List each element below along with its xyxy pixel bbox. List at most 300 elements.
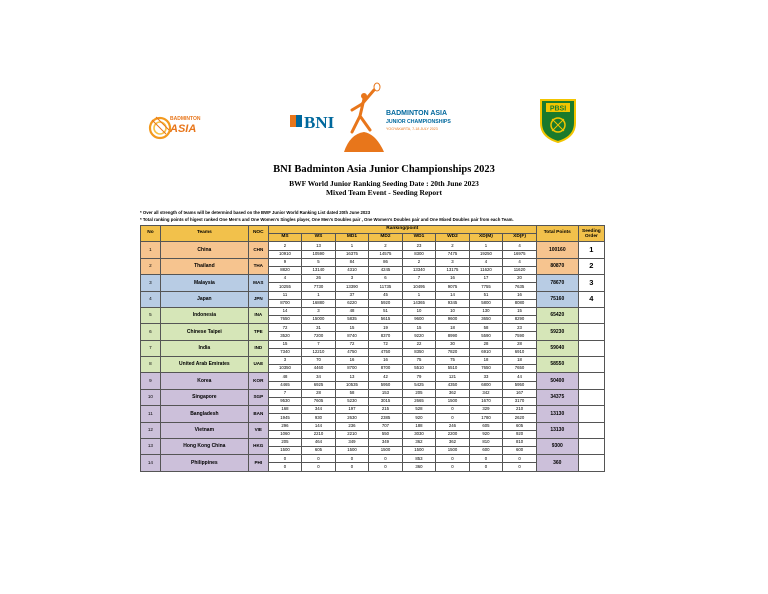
ranking-cell: 23 [402,242,436,250]
points-cell: 10590 [302,250,336,258]
points-cell: 7650 [469,365,503,373]
points-cell: 4460 [302,365,336,373]
points-cell: 2630 [335,414,369,422]
team-name: Japan [160,291,248,307]
points-cell: 0 [369,463,403,471]
ranking-cell: 14 [268,307,302,315]
team-no: 7 [141,340,161,356]
ranking-cell: 42 [369,373,403,381]
ranking-cell: 75 [402,357,436,365]
points-cell: 6910 [503,348,537,356]
header-no: No [141,226,161,242]
ranking-cell: 1 [402,291,436,299]
ranking-cell: 72 [268,324,302,332]
points-cell: 8370 [369,332,403,340]
report-subtitle: Mixed Team Event - Seeding Report [325,188,443,197]
seeding-order [578,357,604,373]
ranking-cell: 168 [268,406,302,414]
logo-bni-text: BNI [304,113,335,132]
points-cell: 1670 [469,397,503,405]
ranking-cell: 464 [302,438,336,446]
points-cell: 1780 [469,414,503,422]
points-cell: 0 [503,463,537,471]
total-points: 59040 [536,340,578,356]
ranking-cell: 45 [369,291,403,299]
team-name: Malaysia [160,275,248,291]
ranking-cell: 2 [402,258,436,266]
ranking-cell: 15 [503,307,537,315]
total-points: 13130 [536,406,578,422]
points-cell: 7755 [469,283,503,291]
team-no: 12 [141,422,161,438]
points-cell: 0 [302,463,336,471]
logo-left-line1: BADMINTON [170,116,201,122]
ranking-cell: 72 [369,340,403,348]
ranking-cell: 3 [302,307,336,315]
seeding-order [578,406,604,422]
team-name: Hong Kong China [160,438,248,454]
ranking-cell: 9 [268,258,302,266]
team-row [141,340,605,348]
ranking-cell: 121 [436,373,470,381]
points-cell: 1500 [402,447,436,455]
team-no: 5 [141,307,161,323]
points-cell: 920 [469,430,503,438]
points-cell: 920 [503,430,537,438]
ranking-cell: 197 [335,406,369,414]
ranking-cell: 23 [503,324,537,332]
team-row [141,307,605,315]
ranking-cell: 18 [503,357,537,365]
page-title: BNI Badminton Asia Junior Championships 2023 [273,164,495,175]
ranking-cell: 5 [302,258,336,266]
ranking-cell: 48 [268,373,302,381]
points-cell: 4310 [335,266,369,274]
points-cell: 9345 [436,299,470,307]
logo-left-line2: ASIA [170,123,197,135]
ranking-cell: 0 [268,455,302,463]
seeding-order [578,389,604,405]
header-event: WD2 [436,234,470,242]
points-cell: 16975 [503,250,537,258]
ranking-cell: 28 [302,389,336,397]
header-order: Seeding Order [578,226,604,242]
points-cell: 13140 [302,266,336,274]
ranking-cell: 31 [302,324,336,332]
ranking-cell: 48 [335,307,369,315]
ranking-cell: 167 [503,389,537,397]
points-cell: 8080 [503,299,537,307]
team-noc: KOR [248,373,268,389]
points-cell: 5800 [469,299,503,307]
ranking-cell: 33 [469,373,503,381]
team-row [141,357,605,365]
seeding-order [578,373,604,389]
ranking-cell: 7 [402,275,436,283]
team-no: 13 [141,438,161,454]
ranking-cell: 28 [469,340,503,348]
points-cell: 600 [469,447,503,455]
ranking-cell: 10 [436,307,470,315]
team-name: China [160,242,248,258]
ranking-cell: 26 [302,275,336,283]
ranking-cell: 0 [503,455,537,463]
team-noc: IND [248,340,268,356]
ranking-cell: 37 [335,291,369,299]
total-points: 75160 [536,291,578,307]
ranking-cell: 4 [503,258,537,266]
team-name: United Arab Emirates [160,357,248,373]
ranking-cell: 19 [369,324,403,332]
points-cell: 3015 [369,397,403,405]
ranking-cell: 70 [302,357,336,365]
points-cell: 0 [436,414,470,422]
ranking-cell: 349 [369,438,403,446]
ranking-cell: 153 [369,389,403,397]
points-cell: 2665 [402,397,436,405]
team-row [141,242,605,250]
points-cell: 11620 [503,266,537,274]
points-cell: 360 [402,463,436,471]
total-points: 50400 [536,373,578,389]
points-cell: 10255 [268,283,302,291]
header-event: XD(M) [469,234,503,242]
team-row [141,291,605,299]
points-cell: 0 [268,463,302,471]
seeding-order [578,455,604,471]
points-cell: 7590 [503,332,537,340]
seeding-order [578,340,604,356]
ranking-cell: 58 [469,324,503,332]
ranking-cell: 853 [402,455,436,463]
points-cell: 13390 [335,283,369,291]
points-cell: 0 [335,463,369,471]
team-no: 6 [141,324,161,340]
team-no: 4 [141,291,161,307]
team-no: 2 [141,258,161,274]
team-no: 11 [141,406,161,422]
ranking-cell: 17 [469,275,503,283]
points-cell: 13175 [436,266,470,274]
points-cell: 5835 [335,316,369,324]
ranking-cell: 246 [436,422,470,430]
ranking-cell: 2 [369,242,403,250]
team-row [141,258,605,266]
points-cell: 19250 [469,250,503,258]
ranking-cell: 0 [302,455,336,463]
points-cell: 10350 [268,365,302,373]
points-cell: 3170 [503,397,537,405]
points-cell: 5590 [469,332,503,340]
header-teams: Teams [160,226,248,242]
team-name: Bangladesh [160,406,248,422]
ranking-cell: 2 [268,242,302,250]
seeding-order: 3 [578,275,604,291]
points-cell: 7200 [302,332,336,340]
points-cell: 550 [369,430,403,438]
ranking-cell: 130 [469,307,503,315]
ranking-cell: 236 [335,422,369,430]
points-cell: 1500 [268,447,302,455]
ranking-cell: 10 [402,307,436,315]
ranking-cell: 7 [302,340,336,348]
points-cell: 7650 [268,316,302,324]
team-row [141,389,605,397]
total-points: 59230 [536,324,578,340]
ranking-cell: 16 [503,291,537,299]
points-cell: 9600 [402,316,436,324]
bni-championship-logo [290,82,465,158]
points-cell: 7340 [268,348,302,356]
points-cell: 6220 [335,299,369,307]
points-cell: 5230 [335,397,369,405]
points-cell: 5950 [503,381,537,389]
points-cell: 2200 [436,430,470,438]
ranking-cell: 188 [402,422,436,430]
points-cell: 11620 [469,266,503,274]
points-cell: 7475 [436,250,470,258]
points-cell: 6925 [302,381,336,389]
points-cell: 8350 [402,348,436,356]
points-cell: 6800 [469,381,503,389]
header-event: MS [268,234,302,242]
points-cell: 9220 [402,332,436,340]
ranking-cell: 205 [268,438,302,446]
ranking-cell: 22 [402,340,436,348]
points-cell: 5920 [369,299,403,307]
ranking-cell: 16 [436,275,470,283]
team-noc: MAS [248,275,268,291]
points-cell: 3520 [268,332,302,340]
points-cell: 16880 [302,299,336,307]
points-cell: 5425 [402,381,436,389]
ranking-cell: 18 [469,357,503,365]
points-cell: 10535 [335,381,369,389]
logo-right-text: PBSI [549,105,567,113]
team-noc: CHN [248,242,268,258]
ranking-cell: 344 [302,406,336,414]
ranking-cell: 0 [436,406,470,414]
total-points: 78670 [536,275,578,291]
ranking-cell: 605 [503,422,537,430]
ranking-cell: 75 [436,357,470,365]
note-2: * Total ranking points of higest ranked One Men's and One Women's Singles player, One Men's Doubles pair , One Women's Doubles pair and One Mixed Doubles pair from each Team. [140,217,514,222]
ranking-cell: 329 [469,406,503,414]
points-cell: 10495 [402,283,436,291]
team-noc: INA [248,307,268,323]
ranking-cell: 3 [335,275,369,283]
total-points: 58550 [536,357,578,373]
seeding-order [578,307,604,323]
points-cell: 3650 [469,316,503,324]
seeding-order [578,438,604,454]
points-cell: 12210 [302,348,336,356]
points-cell: 4465 [268,381,302,389]
team-name: Philippines [160,455,248,471]
points-cell: 5510 [436,365,470,373]
ranking-cell: 6 [369,275,403,283]
ranking-cell: 58 [335,389,369,397]
points-cell: 1500 [335,447,369,455]
team-noc: HKG [248,438,268,454]
ranking-cell: 20 [503,275,537,283]
seeding-order: 2 [578,258,604,274]
points-cell: 9600 [436,316,470,324]
team-noc: UAE [248,357,268,373]
ranking-cell: 810 [469,438,503,446]
total-points: 360 [536,455,578,471]
ranking-cell: 362 [402,438,436,446]
ranking-cell: 51 [369,307,403,315]
points-cell: 14365 [402,299,436,307]
points-cell: 4245 [369,266,403,274]
points-cell: 9530 [268,397,302,405]
ranking-cell: 810 [503,438,537,446]
ranking-cell: 30 [436,340,470,348]
points-cell: 5950 [369,381,403,389]
team-noc: THA [248,258,268,274]
header-total: Total Points [536,226,578,242]
team-noc: TPE [248,324,268,340]
team-noc: PHI [248,455,268,471]
badminton-asia-logo [148,110,210,140]
points-cell: 8990 [436,332,470,340]
points-cell: 0 [469,463,503,471]
team-no: 9 [141,373,161,389]
ranking-cell: 18 [436,324,470,332]
ranking-cell: 79 [402,373,436,381]
ranking-cell: 349 [335,438,369,446]
points-cell: 6910 [469,348,503,356]
ranking-cell: 1 [469,242,503,250]
points-cell: 600 [503,447,537,455]
points-cell: 2385 [369,414,403,422]
points-cell: 7820 [436,348,470,356]
ranking-cell: 51 [469,291,503,299]
total-points: 9300 [536,438,578,454]
points-cell: 8300 [402,250,436,258]
team-row [141,275,605,283]
ranking-cell: 362 [436,438,470,446]
ranking-cell: 15 [335,324,369,332]
total-points: 65420 [536,307,578,323]
points-cell: 1500 [369,447,403,455]
ranking-cell: 3 [436,258,470,266]
points-cell: 2210 [335,430,369,438]
seeding-order [578,324,604,340]
team-row [141,406,605,414]
ranking-cell: 72 [335,340,369,348]
ranking-cell: 44 [503,373,537,381]
logo-line2: JUNIOR CHAMPIONSHIPS [386,119,451,125]
points-cell: 4350 [436,381,470,389]
logo-line1: BADMINTON ASIA [386,110,448,117]
points-cell: 8820 [268,266,302,274]
points-cell: 10910 [268,250,302,258]
points-cell: 605 [302,447,336,455]
team-name: Vietnam [160,422,248,438]
points-cell: 7635 [503,283,537,291]
points-cell: 2620 [503,414,537,422]
ranking-cell: 707 [369,422,403,430]
points-cell: 5510 [402,365,436,373]
points-cell: 0 [436,463,470,471]
ranking-cell: 205 [402,389,436,397]
points-cell: 920 [402,414,436,422]
ranking-cell: 86 [369,258,403,266]
points-cell: 9075 [436,283,470,291]
ranking-cell: 210 [503,406,537,414]
points-cell: 7650 [503,365,537,373]
ranking-cell: 2 [436,242,470,250]
points-cell: 8700 [268,299,302,307]
notes [140,209,514,223]
ranking-cell: 4 [268,275,302,283]
seeding-table [140,225,605,472]
points-cell: 1060 [268,430,302,438]
total-points: 13130 [536,422,578,438]
header-event: WD1 [402,234,436,242]
points-cell: 16375 [335,250,369,258]
team-no: 1 [141,242,161,258]
team-name: Thailand [160,258,248,274]
ranking-cell: 362 [436,389,470,397]
points-cell: 8740 [335,332,369,340]
team-noc: SGP [248,389,268,405]
ranking-cell: 11 [268,291,302,299]
points-cell: 7605 [302,397,336,405]
header-event: WS [302,234,336,242]
ranking-cell: 28 [503,340,537,348]
seeding-order: 4 [578,291,604,307]
seeding-order: 1 [578,242,604,258]
ranking-cell: 1 [335,242,369,250]
points-cell: 8700 [335,365,369,373]
points-cell: 13340 [402,266,436,274]
ranking-cell: 14 [436,291,470,299]
header-event: MD2 [369,234,403,242]
ranking-cell: 0 [469,455,503,463]
header-event: MD1 [335,234,369,242]
ranking-cell: 3 [268,357,302,365]
ranking-cell: 16 [335,357,369,365]
points-cell: 11735 [369,283,403,291]
points-cell: 1500 [436,447,470,455]
ranking-cell: 215 [369,406,403,414]
team-row [141,324,605,332]
ranking-cell: 7 [268,389,302,397]
team-noc: BAN [248,406,268,422]
total-points: 80870 [536,258,578,274]
ranking-cell: 605 [469,422,503,430]
ranking-cell: 1 [302,291,336,299]
ranking-cell: 4 [469,258,503,266]
seeding-order [578,422,604,438]
points-cell: 14575 [369,250,403,258]
team-no: 8 [141,357,161,373]
team-name: Singapore [160,389,248,405]
points-cell: 4750 [369,348,403,356]
logo-line3: YOGYAKARTA, 7-18 JULY 2023 [386,127,438,131]
ranking-cell: 296 [268,422,302,430]
team-no: 14 [141,455,161,471]
ranking-cell: 15 [402,324,436,332]
team-noc: VIE [248,422,268,438]
team-row [141,438,605,446]
team-name: Chinese Taipei [160,324,248,340]
ranking-cell: 34 [302,373,336,381]
team-no: 10 [141,389,161,405]
